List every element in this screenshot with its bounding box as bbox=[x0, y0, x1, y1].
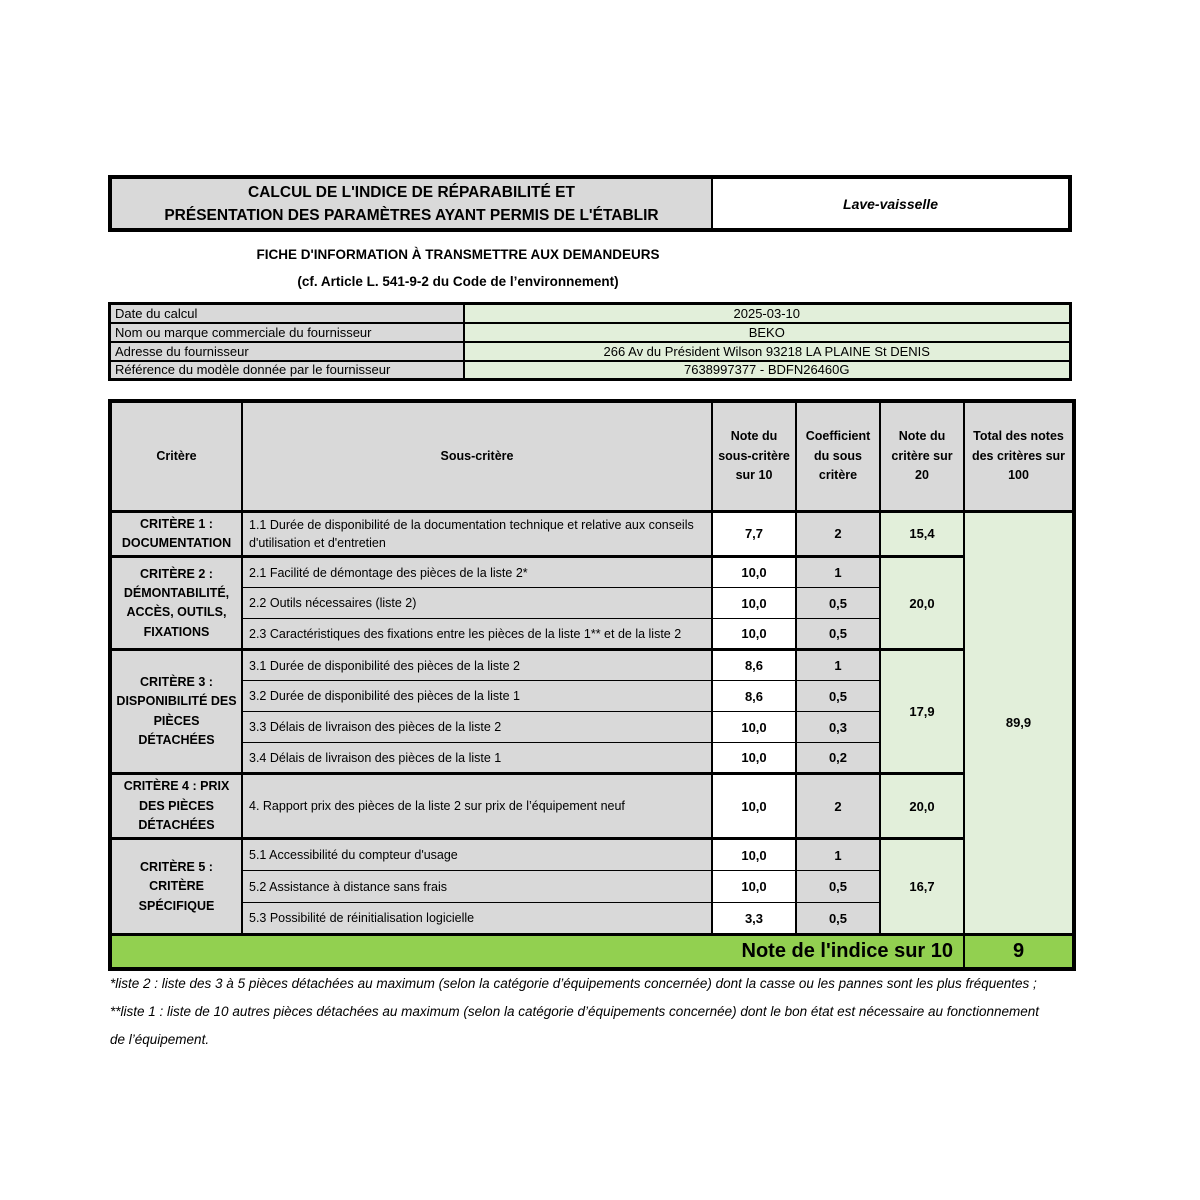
final-index-row bbox=[110, 935, 1074, 969]
subcriterion-3-1-note: 8,6 bbox=[712, 650, 796, 681]
subcriterion-4-note: 10,0 bbox=[712, 774, 796, 839]
criterion-2-name: CRITÈRE 2 : DÉMONTABILITÉ, ACCÈS, OUTILS, FIXATIONS bbox=[110, 557, 242, 650]
subcriterion-3-1-coef: 1 bbox=[796, 650, 880, 681]
total-score-100: 89,9 bbox=[964, 511, 1074, 935]
subcriterion-2-2-note: 10,0 bbox=[712, 588, 796, 619]
info-value-address: 266 Av du Président Wilson 93218 LA PLAINE St DENIS bbox=[464, 342, 1071, 361]
header-coefficient: Coefficient du sous critère bbox=[796, 401, 880, 511]
subtitle-line2: (cf. Article L. 541-9-2 du Code de l’environnement) bbox=[297, 274, 619, 289]
criterion-3-name: CRITÈRE 3 : DISPONIBILITÉ DES PIÈCES DÉTACHÉES bbox=[110, 650, 242, 774]
criterion-5-score20: 16,7 bbox=[880, 839, 964, 935]
subcriterion-3-2-label: 3.2 Durée de disponibilité des pièces de la liste 1 bbox=[242, 681, 712, 712]
subcriterion-4-label: 4. Rapport prix des pièces de la liste 2 sur prix de l’équipement neuf bbox=[242, 774, 712, 839]
criterion-1-name: CRITÈRE 1 : DOCUMENTATION bbox=[110, 511, 242, 557]
final-index-score: 9 bbox=[964, 935, 1074, 969]
header-note-critere: Note du critère sur 20 bbox=[880, 401, 964, 511]
subcriterion-1-1-coef: 2 bbox=[796, 511, 880, 557]
info-label-date: Date du calcul bbox=[110, 304, 464, 323]
criteria-table bbox=[108, 399, 1076, 971]
header-note-sous-critere: Note du sous-critère sur 10 bbox=[712, 401, 796, 511]
row-5-1 bbox=[110, 839, 1074, 871]
subcriterion-3-3-label: 3.3 Délais de livraison des pièces de la liste 2 bbox=[242, 712, 712, 743]
criterion-3-score20: 17,9 bbox=[880, 650, 964, 774]
product-category-cell bbox=[713, 179, 1068, 228]
subcriterion-5-2-coef: 0,5 bbox=[796, 871, 880, 903]
subcriterion-3-3-note: 10,0 bbox=[712, 712, 796, 743]
subcriterion-3-3-coef: 0,3 bbox=[796, 712, 880, 743]
header-total: Total des notes des critères sur 100 bbox=[964, 401, 1074, 511]
subcriterion-2-3-coef: 0,5 bbox=[796, 619, 880, 650]
criterion-4-score20: 20,0 bbox=[880, 774, 964, 839]
criterion-4-name: CRITÈRE 4 : PRIX DES PIÈCES DÉTACHÉES bbox=[110, 774, 242, 839]
subcriterion-2-1-coef: 1 bbox=[796, 557, 880, 588]
info-label-address: Adresse du fournisseur bbox=[110, 342, 464, 361]
subcriterion-5-1-label: 5.1 Accessibilité du compteur d'usage bbox=[242, 839, 712, 871]
product-category: Lave-vaisselle bbox=[843, 195, 938, 212]
title-line2: PRÉSENTATION DES PARAMÈTRES AYANT PERMIS DE L'ÉTABLIR bbox=[164, 206, 659, 224]
row-4 bbox=[110, 774, 1074, 839]
subcriterion-5-1-coef: 1 bbox=[796, 839, 880, 871]
info-row-reference bbox=[110, 361, 1071, 380]
subcriterion-2-2-coef: 0,5 bbox=[796, 588, 880, 619]
title-line1: CALCUL DE L'INDICE DE RÉPARABILITÉ ET bbox=[248, 183, 575, 201]
info-value-reference: 7638997377 - BDFN26460G bbox=[464, 361, 1071, 380]
row-1-1 bbox=[110, 511, 1074, 557]
subcriterion-1-1-label: 1.1 Durée de disponibilité de la documentation technique et relative aux conseils d'utilisation et d'entretien bbox=[242, 511, 712, 557]
subcriterion-4-coef: 2 bbox=[796, 774, 880, 839]
header-sous-critere: Sous-critère bbox=[242, 401, 712, 511]
subcriterion-5-1-note: 10,0 bbox=[712, 839, 796, 871]
subcriterion-3-4-note: 10,0 bbox=[712, 743, 796, 774]
subcriterion-2-2-label: 2.2 Outils nécessaires (liste 2) bbox=[242, 588, 712, 619]
info-row-date bbox=[110, 304, 1071, 323]
subcriterion-5-2-label: 5.2 Assistance à distance sans frais bbox=[242, 871, 712, 903]
info-row-brand bbox=[110, 323, 1071, 342]
header-critere: Critère bbox=[110, 401, 242, 511]
subcriterion-2-1-label: 2.1 Facilité de démontage des pièces de la liste 2* bbox=[242, 557, 712, 588]
title-banner bbox=[108, 175, 1072, 232]
criteria-table-header-row bbox=[110, 401, 1074, 511]
subcriterion-5-3-coef: 0,5 bbox=[796, 903, 880, 935]
title-text-cell bbox=[112, 179, 713, 228]
info-value-brand: BEKO bbox=[464, 323, 1071, 342]
subcriterion-5-3-note: 3,3 bbox=[712, 903, 796, 935]
footnote-liste1: **liste 1 : liste de 10 autres pièces détachées au maximum (selon la catégorie d’équipements concernée) dont le bon état est nécessaire au fonctionnement de l’équipement. bbox=[110, 1004, 1040, 1047]
criterion-5-name: CRITÈRE 5 : CRITÈRE SPÉCIFIQUE bbox=[110, 839, 242, 935]
subcriterion-2-1-note: 10,0 bbox=[712, 557, 796, 588]
subcriterion-3-2-note: 8,6 bbox=[712, 681, 796, 712]
subcriterion-5-2-note: 10,0 bbox=[712, 871, 796, 903]
subcriterion-2-3-note: 10,0 bbox=[712, 619, 796, 650]
subcriterion-1-1-note: 7,7 bbox=[712, 511, 796, 557]
subcriterion-2-3-label: 2.3 Caractéristiques des fixations entre les pièces de la liste 1** et de la liste 2 bbox=[242, 619, 712, 650]
supplier-info-table bbox=[108, 302, 1072, 381]
row-3-1 bbox=[110, 650, 1074, 681]
info-value-date: 2025-03-10 bbox=[464, 304, 1071, 323]
final-index-label: Note de l'indice sur 10 bbox=[110, 935, 964, 969]
subtitle-block bbox=[108, 247, 808, 289]
criterion-2-score20: 20,0 bbox=[880, 557, 964, 650]
row-2-1 bbox=[110, 557, 1074, 588]
info-row-address bbox=[110, 342, 1071, 361]
subcriterion-3-2-coef: 0,5 bbox=[796, 681, 880, 712]
info-label-brand: Nom ou marque commerciale du fournisseur bbox=[110, 323, 464, 342]
subtitle-line1: FICHE D'INFORMATION À TRANSMETTRE AUX DEMANDEURS bbox=[256, 247, 660, 262]
subcriterion-5-3-label: 5.3 Possibilité de réinitialisation logicielle bbox=[242, 903, 712, 935]
criterion-1-score20: 15,4 bbox=[880, 511, 964, 557]
subcriterion-3-4-coef: 0,2 bbox=[796, 743, 880, 774]
footnotes-block bbox=[110, 970, 1055, 1054]
info-label-reference: Référence du modèle donnée par le fournisseur bbox=[110, 361, 464, 380]
subcriterion-3-1-label: 3.1 Durée de disponibilité des pièces de la liste 2 bbox=[242, 650, 712, 681]
footnote-liste2: *liste 2 : liste des 3 à 5 pièces détachées au maximum (selon la catégorie d’équipements concernée) dont la casse ou les pannes sont les plus fréquentes ; bbox=[110, 976, 1037, 991]
subcriterion-3-4-label: 3.4 Délais de livraison des pièces de la liste 1 bbox=[242, 743, 712, 774]
